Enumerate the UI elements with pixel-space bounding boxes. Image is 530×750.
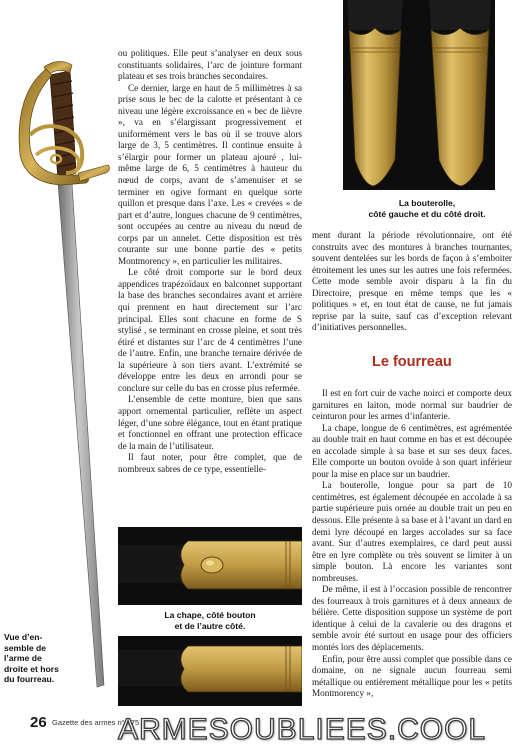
middle-column-text bbox=[118, 48, 302, 475]
section-heading: Le fourreau bbox=[372, 354, 452, 370]
paragraph: Enfin, pour être aussi complet que possible dans ce domaine, on ne signale aucun fourreau semi métallique ou entièrement métallique pour les « petits Montmorency », bbox=[312, 653, 512, 699]
bouterolle-caption: La bouterolle, côté gauche et du côté droit. bbox=[368, 198, 486, 219]
paragraph: ment durant la période révolutionnaire, ont été construits avec des montures à branches tournantes, souvent dentelées sur les bords de façon à s’emboiter étroitement les unes sur les autres une fois refermées. Cette mode semble avoir disparu à la fin du Directoire, presque en même temps que les « politiques » et, en tout état de cause, ne fut jamais reprise par la suite, sauf cas d’exception relevant d’initiatives personnelles. bbox=[312, 230, 512, 333]
sword-caption: Vue d’en- semble de l’arme de droite et hors du fourreau. bbox=[4, 632, 59, 684]
paragraph: De même, il est à l’occasion possible de rencontrer des fourreaux à trois garnitures et à deux anneaux de bélière. Cette disposition suppose un système de port identique à celui de la cavalerie ou des dragons et semble avoir été surtout en usage pour des officiers montés lors des déplacements. bbox=[312, 584, 512, 653]
paragraph: Il faut noter, pour être complet, que de nombreux sabres de ce type, essentielle- bbox=[118, 452, 302, 474]
chape-photo-button-side bbox=[118, 527, 302, 605]
paragraph: La bouterolle, longue pour sa part de 10 centimètres, est également découpée en accolade à sa partie supérieure puis ornée au double trait un peu en dessous. Elle présente à sa base et à l’avant un dard en demi lyre découpé en larges accolades sur sa face avant. Sur d’autres exemplaires, ce dard peut aussi être en lyre complète ou très souvent se limiter à un simple bouton. Là encore les variantes sont nombreuses. bbox=[312, 480, 513, 583]
sword-photo bbox=[0, 55, 118, 695]
watermark: ARMESOUBLIEES.COOL bbox=[118, 713, 487, 746]
right-column-text-top bbox=[312, 230, 512, 334]
paragraph: ou politiques. Elle peut s’analyser en deux sous constituants solidaires, l’arc de jointure formant plateau et ses trois branches secondaires. bbox=[118, 48, 302, 82]
paragraph: Ce dernier, large en haut de 5 millimètres à sa prise sous le bec de la calotte et présentant à ce niveau une légère excroissance en « bec de lièvre », va en s’élargissant progressivement et uniformément vers le bas où il se trouve alors large de 3, 5 centimètres. Il continue ensuite à s’élargir pour former un plateau ajouré , lui-même large de 6, 5 centimètres à hauteur du nœud de corps, avant de s’amenuiser et se terminer en ogive formant en quelque sorte quillon et presque dans l’axe. Les « crevées » de part et d’autre, longues chacune de 9 centimètres, sont occupées au centre au niveau du nœud de corps par un annelet. Cette disposition est très courante sur une bonne partie des « petits Montmorency », en particulier les militaires. bbox=[118, 82, 302, 266]
page-number: 26 bbox=[30, 714, 47, 731]
paragraph: L’ensemble de cette monture, bien que sans apport ornemental particulier, reflète un aspect léger, d’une sobre élégance, tout en étant pratique et fonctionnel en offrant une protection efficace de la main de l’utilisateur. bbox=[118, 394, 302, 451]
chape-photo-other-side bbox=[118, 636, 302, 706]
bouterolle-photo bbox=[343, 0, 495, 190]
paragraph: Il est en fort cuir de vache noirci et comporte deux garnitures en laiton, mode normal sur baudrier de ceinturon pour les armes d’infanterie. bbox=[312, 388, 512, 422]
right-column-text-bottom bbox=[312, 388, 512, 700]
paragraph: La chape, longue de 6 centimètres, est agrémentée au double trait en haut comme en bas et est découpée en accolade simple à sa base et sur ses deux faces. Elle comporte un bouton ovoïde à son quart inférieur pour la mise en place sur un baudrier. bbox=[312, 422, 512, 479]
chape-caption: La chape, côté bouton et de l’autre côté. bbox=[164, 610, 256, 631]
publication-name: Gazette des armes n° 475 bbox=[52, 718, 140, 727]
paragraph: Le côté droit comporte sur le bord deux appendices trapézoïdaux en balconnet supportant la base des branches secondaires avant et arrière qui prennent en haut directement sur l’arc principal. Elles sont chacune en forme de S stylisé , se terminant en crosse pleine, et sont très étiré et distantes sur l’arc de 4 centimètres l’une de l’autre. Enfin, une branche ternaire dérivée de la supérieure à son tiers avant. L’extrémité se développe entre les deux en arrondi pour se conclure sur celle du bas en crosse plus refermée. bbox=[118, 267, 302, 393]
